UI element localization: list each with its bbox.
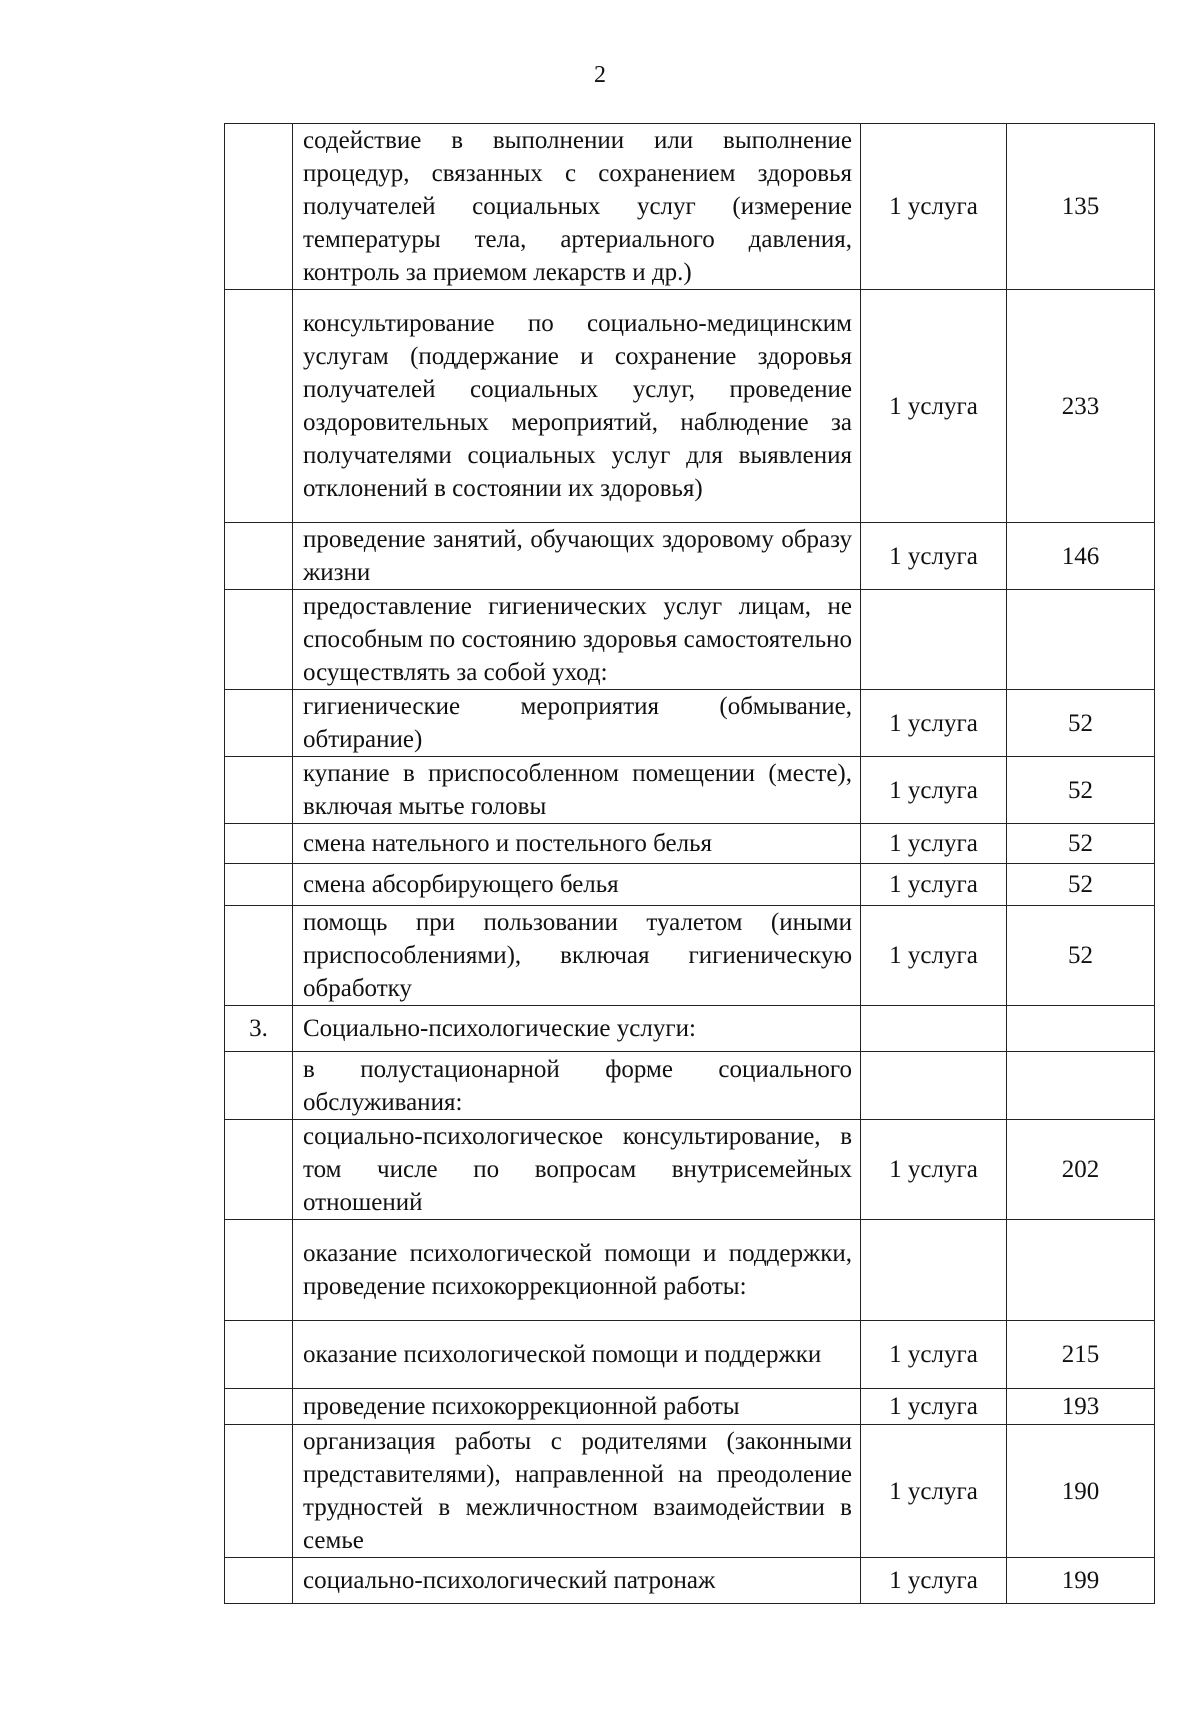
service-unit [861, 1052, 1007, 1120]
service-price: 202 [1007, 1120, 1155, 1220]
row-number [225, 124, 293, 290]
table-row [225, 824, 1155, 864]
table-row [225, 523, 1155, 590]
table-row [225, 690, 1155, 757]
service-description: организация работы с родителями (законными представителями), направленной на преодоление трудностей в межличностном взаимодействии в семье [293, 1425, 861, 1558]
row-number [225, 690, 293, 757]
service-price [1007, 590, 1155, 690]
service-unit: 1 услуга [861, 1389, 1007, 1425]
service-price: 233 [1007, 290, 1155, 523]
service-price [1007, 1006, 1155, 1052]
table-row [225, 1389, 1155, 1425]
service-description: проведение занятий, обучающих здоровому образу жизни [293, 523, 861, 590]
table-row [225, 1321, 1155, 1389]
service-unit: 1 услуга [861, 1558, 1007, 1604]
row-number [225, 757, 293, 824]
service-description: оказание психологической помощи и поддержки, проведение психокоррекционной работы: [293, 1220, 861, 1321]
table-row [225, 1558, 1155, 1604]
service-description: проведение психокоррекционной работы [293, 1389, 861, 1425]
service-description: социально-психологический патронаж [293, 1558, 861, 1604]
service-unit: 1 услуга [861, 824, 1007, 864]
service-unit [861, 1220, 1007, 1321]
row-number [225, 864, 293, 906]
row-number [225, 523, 293, 590]
service-unit: 1 услуга [861, 757, 1007, 824]
row-number [225, 1321, 293, 1389]
service-price: 190 [1007, 1425, 1155, 1558]
table-row [225, 757, 1155, 824]
row-number [225, 590, 293, 690]
service-unit: 1 услуга [861, 1321, 1007, 1389]
service-description: гигиенические мероприятия (обмывание, обтирание) [293, 690, 861, 757]
service-description: в полустационарной форме социального обслуживания: [293, 1052, 861, 1120]
service-description: содействие в выполнении или выполнение процедур, связанных с сохранением здоровья получателей социальных услуг (измерение температуры тела, артериального давления, контроль за приемом лекарств и др.) [293, 124, 861, 290]
service-unit: 1 услуга [861, 1120, 1007, 1220]
service-price [1007, 1220, 1155, 1321]
table-row [225, 1120, 1155, 1220]
row-number [225, 824, 293, 864]
service-description: оказание психологической помощи и поддержки [293, 1321, 861, 1389]
table-body [225, 124, 1155, 1604]
service-price: 52 [1007, 757, 1155, 824]
service-unit [861, 590, 1007, 690]
table-row [225, 290, 1155, 523]
service-price: 52 [1007, 690, 1155, 757]
service-description: смена абсорбирующего белья [293, 864, 861, 906]
service-unit [861, 1006, 1007, 1052]
table-row [225, 864, 1155, 906]
table-row [225, 1052, 1155, 1120]
service-price: 52 [1007, 906, 1155, 1006]
row-number [225, 1120, 293, 1220]
table-row [225, 590, 1155, 690]
row-number [225, 1425, 293, 1558]
page-number: 2 [594, 62, 606, 88]
service-description: социально-психологическое консультирование, в том числе по вопросам внутрисемейных отношений [293, 1120, 861, 1220]
service-price: 135 [1007, 124, 1155, 290]
row-number [225, 290, 293, 523]
table-row [225, 1006, 1155, 1052]
service-description: помощь при пользовании туалетом (иными приспособлениями), включая гигиеническую обработку [293, 906, 861, 1006]
service-description: консультирование по социально-медицинским услугам (поддержание и сохранение здоровья получателей социальных услуг, проведение оздоровительных мероприятий, наблюдение за получателями социальных услуг для выявления отклонений в состоянии их здоровья) [293, 290, 861, 523]
service-price: 146 [1007, 523, 1155, 590]
service-unit: 1 услуга [861, 290, 1007, 523]
services-table [224, 123, 1155, 1604]
service-unit: 1 услуга [861, 906, 1007, 1006]
row-number [225, 1220, 293, 1321]
service-price [1007, 1052, 1155, 1120]
service-unit: 1 услуга [861, 864, 1007, 906]
row-number [225, 1052, 293, 1120]
service-description: предоставление гигиенических услуг лицам, не способным по состоянию здоровья самостоятельно осуществлять за собой уход: [293, 590, 861, 690]
row-number [225, 1389, 293, 1425]
service-price: 193 [1007, 1389, 1155, 1425]
service-unit: 1 услуга [861, 690, 1007, 757]
service-price: 52 [1007, 864, 1155, 906]
service-price: 199 [1007, 1558, 1155, 1604]
service-description: купание в приспособленном помещении (месте), включая мытье головы [293, 757, 861, 824]
service-description: Социально-психологические услуги: [293, 1006, 861, 1052]
service-unit: 1 услуга [861, 1425, 1007, 1558]
table-row [225, 1425, 1155, 1558]
service-unit: 1 услуга [861, 124, 1007, 290]
table-row [225, 124, 1155, 290]
service-unit: 1 услуга [861, 523, 1007, 590]
row-number [225, 906, 293, 1006]
row-number [225, 1558, 293, 1604]
table-row [225, 906, 1155, 1006]
service-price: 215 [1007, 1321, 1155, 1389]
row-number: 3. [225, 1006, 293, 1052]
service-price: 52 [1007, 824, 1155, 864]
service-description: смена нательного и постельного белья [293, 824, 861, 864]
table-row [225, 1220, 1155, 1321]
